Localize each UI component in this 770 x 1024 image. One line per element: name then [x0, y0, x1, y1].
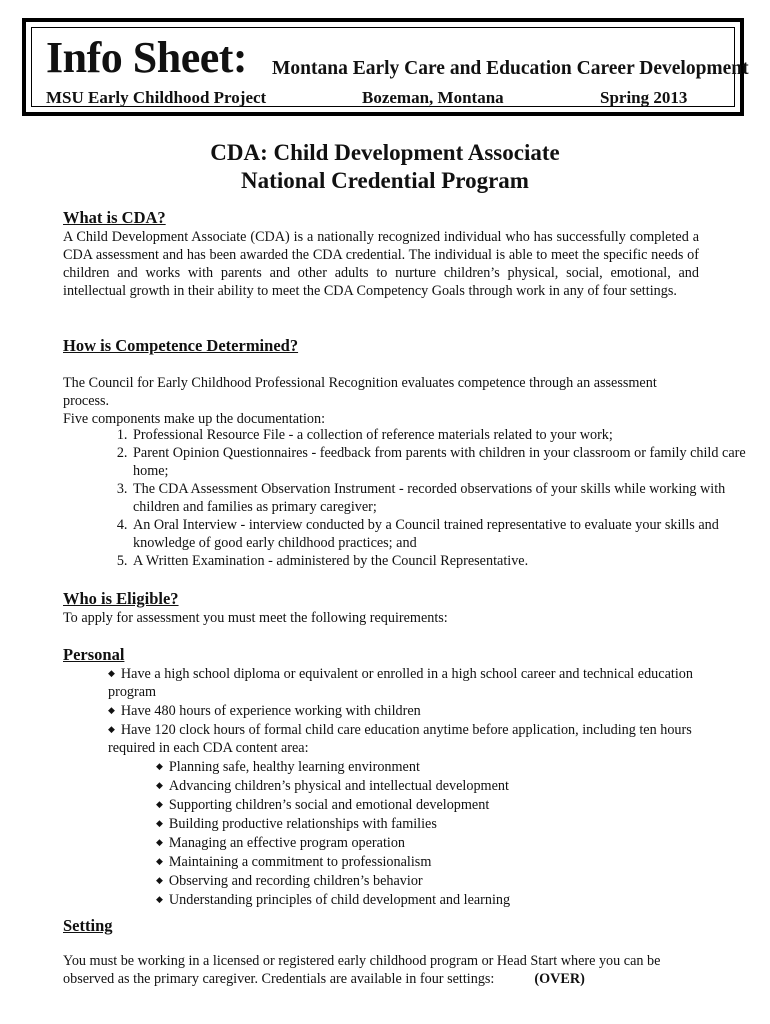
content-area-text: Managing an effective program operation — [168, 835, 406, 851]
component-item: 2. Parent Opinion Questionnaires - feedback from parents with children in your classroom or family child care home; — [131, 444, 770, 480]
content-area-item — [156, 776, 708, 795]
requirement-text: Have 120 clock hours of formal child care education anytime before application, including ten hours required in each CDA content area: — [108, 722, 692, 756]
diamond-bullet-icon: ◆ — [156, 780, 163, 790]
requirement-item — [108, 720, 708, 909]
setting-text: You must be working in a licensed or registered early childhood program or Head Start where you can be observed as the primary caregiver. Credentials are available in four settings: — [63, 953, 661, 987]
content-area-item — [156, 757, 708, 776]
requirements-list — [108, 664, 708, 909]
content-area-text: Observing and recording children’s behavior — [168, 873, 423, 889]
content-area-text: Building productive relationships with families — [168, 816, 437, 832]
diamond-bullet-icon: ◆ — [156, 894, 163, 904]
component-item: 5. A Written Examination - administered by the Council Representative. — [131, 552, 770, 570]
document-title-line1: CDA: Child Development Associate — [210, 140, 560, 165]
requirement-item — [108, 701, 708, 720]
diamond-bullet-icon: ◆ — [108, 668, 115, 678]
personal-heading: Personal — [63, 645, 125, 664]
content-area-item — [156, 890, 708, 909]
content-area-text: Maintaining a commitment to professionalism — [168, 854, 432, 870]
content-area-text: Understanding principles of child development and learning — [168, 892, 511, 908]
diamond-bullet-icon: ◆ — [156, 856, 163, 866]
content-area-item — [156, 814, 708, 833]
content-area-item — [156, 833, 708, 852]
diamond-bullet-icon: ◆ — [108, 705, 115, 715]
competence-intro-text: The Council for Early Childhood Professional Recognition evaluates competence through an assessment process. — [63, 375, 657, 409]
info-sheet-title: Info Sheet: — [46, 33, 248, 82]
content-area-item — [156, 871, 708, 890]
header-box — [22, 18, 749, 116]
setting-heading: Setting — [63, 916, 113, 935]
what-is-cda-heading: What is CDA? — [63, 208, 166, 227]
competence-heading: How is Competence Determined? — [63, 336, 299, 355]
diamond-bullet-icon: ◆ — [156, 761, 163, 771]
competence-intro — [63, 374, 699, 428]
content-area-text: Supporting children’s social and emotional development — [168, 797, 490, 813]
requirement-text: Have 480 hours of experience working with children — [120, 703, 421, 719]
header-subtitle: Montana Early Care and Education Career Development — [272, 58, 749, 79]
component-item: 4. An Oral Interview - interview conducted by a Council trained representative to evaluate your skills and knowledge of good early childhood practices; and — [131, 516, 770, 552]
requirement-text: Have a high school diploma or equivalent or enrolled in a high school career and technical education program — [108, 666, 693, 700]
content-area-item — [156, 852, 708, 871]
content-areas-list — [108, 757, 708, 909]
requirement-item — [108, 664, 708, 701]
diamond-bullet-icon: ◆ — [156, 799, 163, 809]
eligible-paragraph: To apply for assessment you must meet the following requirements: — [63, 610, 448, 626]
what-is-cda-paragraph: A Child Development Associate (CDA) is a nationally recognized individual who has successfully completed a CDA assessment and has been awarded the CDA credential. The individual is able to meet the specific needs of children and works with parents and other adults to nurture children’s physical, social, emotional, and intellectual growth in their ability to meet the CDA Competency Goals through work in any of four settings. — [63, 229, 699, 299]
project-name: MSU Early Childhood Project — [46, 88, 267, 107]
diamond-bullet-icon: ◆ — [156, 818, 163, 828]
location: Bozeman, Montana — [362, 88, 504, 107]
diamond-bullet-icon: ◆ — [108, 724, 115, 734]
diamond-bullet-icon: ◆ — [156, 875, 163, 885]
component-item: 1. Professional Resource File - a collection of reference materials related to your work; — [131, 426, 770, 444]
component-item: 3. The CDA Assessment Observation Instrument - recorded observations of your skills while working with children and families as primary caregiver; — [131, 480, 770, 516]
diamond-bullet-icon: ◆ — [156, 837, 163, 847]
over-label: (OVER) — [534, 971, 585, 987]
components-list — [63, 426, 770, 570]
content-area-text: Planning safe, healthy learning environment — [168, 759, 420, 775]
document-title-line2: National Credential Program — [241, 168, 529, 193]
content-area-text: Advancing children’s physical and intellectual development — [168, 778, 509, 794]
eligible-heading: Who is Eligible? — [63, 589, 179, 608]
term: Spring 2013 — [600, 88, 688, 107]
setting-paragraph — [63, 952, 699, 988]
header-inner-border — [31, 27, 749, 107]
content-area-item — [156, 795, 708, 814]
components-intro: Five components make up the documentation: — [63, 411, 326, 427]
